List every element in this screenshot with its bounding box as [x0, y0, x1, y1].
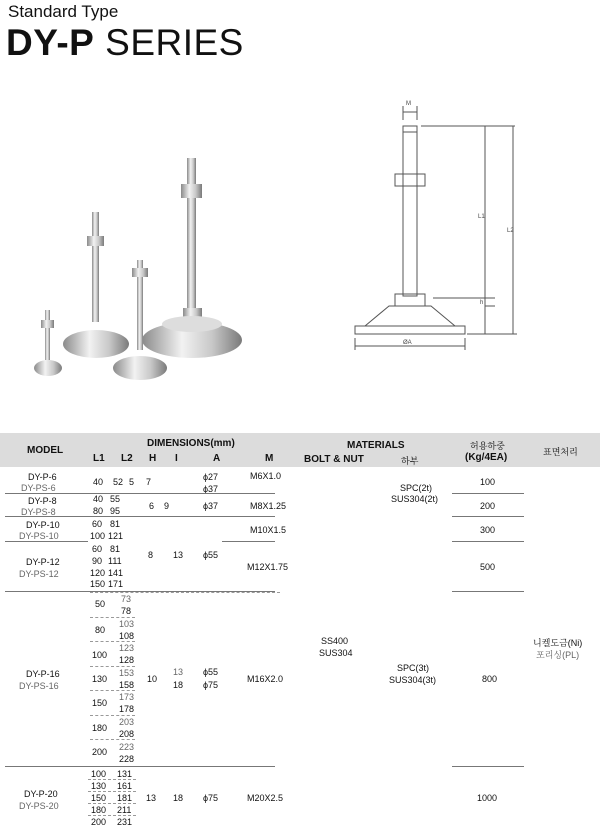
l2-cell: 108	[119, 631, 135, 641]
header-i: I	[175, 453, 178, 464]
model-dy-ps-20: DY-PS-20	[19, 801, 59, 811]
page-title: DY-P SERIES	[6, 22, 244, 63]
row-divider	[452, 591, 524, 592]
load-cell: 500	[480, 562, 496, 572]
l2-cell: 128	[119, 655, 135, 665]
row-divider	[452, 541, 524, 542]
model-dy-ps-10: DY-PS-10	[19, 531, 59, 541]
i-cell: 9	[164, 501, 170, 511]
l1-cell: 120	[90, 568, 106, 578]
row-divider	[452, 766, 524, 767]
model-dy-p-20: DY-P-20	[24, 789, 58, 799]
drawing-label-h: h	[480, 300, 484, 306]
material-lower: SUS304(2t)	[391, 494, 439, 504]
l2-cell: 103	[119, 619, 135, 629]
l1-cell: 150	[91, 793, 107, 803]
l1-cell: 40	[93, 477, 104, 487]
l1-cell: 50	[95, 599, 106, 609]
m-cell: M16X2.0	[247, 674, 284, 684]
header-dimensions: DIMENSIONS(mm)	[147, 438, 235, 449]
a-cell: ϕ55	[203, 667, 219, 677]
load-cell: 100	[480, 477, 496, 487]
l1-cell: 180	[91, 805, 107, 815]
model-dy-ps-16: DY-PS-16	[19, 681, 59, 691]
l1-cell: 200	[92, 747, 108, 757]
model-dy-p-12: DY-P-12	[26, 557, 60, 567]
l1-cell: 130	[91, 781, 107, 791]
l2-cell: 203	[119, 717, 135, 727]
header-bolt-nut: BOLT & NUT	[304, 454, 364, 465]
drawing-label-a: ØA	[403, 340, 412, 346]
l2-cell: 228	[119, 754, 135, 764]
m-cell: M20X2.5	[247, 793, 284, 803]
l2-cell: 73	[121, 594, 132, 604]
material-lower: SUS304(3t)	[389, 675, 437, 685]
l2-cell: 208	[119, 729, 135, 739]
l2-cell: 111	[108, 556, 122, 566]
row-divider	[90, 617, 135, 618]
i-cell: 7	[146, 477, 152, 487]
header-h: H	[149, 453, 157, 464]
model-dy-p-8: DY-P-8	[28, 496, 57, 506]
l2-cell: 131	[117, 769, 133, 779]
l2-cell: 81	[110, 519, 121, 529]
i-cell: 18	[173, 793, 184, 803]
header-m: M	[265, 453, 274, 464]
l2-cell: 231	[117, 817, 133, 827]
row-divider	[88, 791, 136, 792]
i-cell: 13	[173, 667, 184, 677]
header-model: MODEL	[27, 445, 64, 456]
l2-cell: 121	[108, 531, 124, 541]
l2-cell: 171	[108, 579, 124, 589]
header-l1: L1	[93, 453, 105, 464]
l2-cell: 158	[119, 680, 135, 690]
h-cell: 8	[148, 550, 154, 560]
technical-drawing	[345, 98, 535, 358]
product-photo	[30, 150, 270, 390]
row-divider	[5, 766, 275, 767]
row-divider	[222, 541, 275, 542]
load-cell: 800	[482, 674, 498, 684]
row-divider	[90, 739, 135, 740]
l1-cell: 150	[90, 579, 106, 589]
drawing-label-m: M	[406, 101, 411, 107]
l1-cell: 180	[92, 723, 108, 733]
l2-cell: 78	[121, 606, 132, 616]
row-divider	[5, 541, 88, 542]
l2-cell: 141	[108, 568, 124, 578]
h-cell: 13	[146, 793, 157, 803]
m-cell: M6X1.0	[250, 471, 282, 481]
material-lower: SPC(3t)	[397, 663, 430, 673]
header-load-top: 허용하중	[470, 441, 505, 451]
row-divider	[88, 815, 136, 816]
model-dy-p-6: DY-P-6	[28, 472, 57, 482]
h-cell: 5	[129, 477, 135, 487]
surface-treatment: 니켈도금(Ni)	[533, 638, 583, 648]
i-cell: 18	[173, 680, 184, 690]
row-divider	[90, 690, 135, 691]
row-divider	[5, 493, 275, 494]
surface-treatment: 포리싱(PL)	[536, 650, 580, 660]
l1-cell: 150	[92, 698, 108, 708]
m-cell: M8X1.25	[250, 501, 287, 511]
l1-cell: 40	[93, 494, 104, 504]
a-cell: ϕ37	[203, 484, 219, 494]
model-dy-ps-8: DY-PS-8	[21, 507, 56, 517]
row-divider	[90, 715, 135, 716]
load-cell: 300	[480, 525, 496, 535]
l1-cell: 80	[93, 506, 104, 516]
h-cell: 10	[147, 674, 158, 684]
header-lower: 하부	[401, 456, 419, 466]
l1-cell: 60	[92, 544, 103, 554]
l2-cell: 153	[119, 668, 135, 678]
row-divider	[452, 516, 524, 517]
a-cell: ϕ27	[203, 472, 219, 482]
subtitle: Standard Type	[8, 2, 119, 21]
l2-cell: 223	[119, 742, 135, 752]
i-cell: 13	[173, 550, 184, 560]
m-cell: M10X1.5	[250, 525, 287, 535]
l2-cell: 178	[119, 704, 135, 714]
bolt-nut-material: SS400	[321, 636, 349, 646]
drawing-label-l1: L1	[478, 214, 485, 220]
h-cell: 6	[149, 501, 155, 511]
l1-cell: 100	[90, 531, 106, 541]
material-lower: SPC(2t)	[400, 483, 433, 493]
row-divider	[90, 641, 135, 642]
a-cell: ϕ75	[203, 793, 219, 803]
header-materials: MATERIALS	[347, 440, 405, 451]
model-dy-ps-12: DY-PS-12	[19, 569, 59, 579]
row-divider	[90, 592, 280, 593]
model-dy-p-10: DY-P-10	[26, 520, 60, 530]
model-dy-p-16: DY-P-16	[26, 669, 60, 679]
l2-cell: 173	[119, 692, 135, 702]
l2-cell: 52	[113, 477, 124, 487]
l2-cell: 95	[110, 506, 121, 516]
l1-cell: 90	[92, 556, 103, 566]
l2-cell: 81	[110, 544, 121, 554]
l1-cell: 130	[92, 674, 108, 684]
drawing-label-l2: L2	[507, 228, 514, 234]
row-divider	[5, 516, 275, 517]
l1-cell: 80	[95, 625, 106, 635]
l1-cell: 100	[92, 650, 108, 660]
l1-cell: 60	[92, 519, 103, 529]
l2-cell: 55	[110, 494, 121, 504]
l1-cell: 200	[91, 817, 107, 827]
l1-cell: 100	[91, 769, 107, 779]
bolt-nut-material: SUS304	[319, 648, 353, 658]
a-cell: ϕ75	[203, 680, 219, 690]
row-divider	[88, 779, 136, 780]
load-cell: 200	[480, 501, 496, 511]
header-surface: 표면처리	[543, 447, 578, 457]
table-header	[0, 433, 600, 467]
header-l2: L2	[121, 453, 133, 464]
l2-cell: 161	[117, 781, 133, 791]
row-divider	[90, 666, 135, 667]
row-divider	[88, 803, 136, 804]
m-cell: M12X1.75	[247, 562, 289, 572]
header-load-bottom: (Kg/4EA)	[465, 452, 508, 463]
l2-cell: 181	[117, 793, 133, 803]
l2-cell: 211	[117, 805, 132, 815]
l2-cell: 123	[119, 643, 135, 653]
a-cell: ϕ37	[203, 501, 219, 511]
model-dy-ps-6: DY-PS-6	[21, 483, 56, 493]
load-cell: 1000	[477, 793, 498, 803]
header-a: A	[213, 453, 221, 464]
row-divider	[452, 493, 524, 494]
a-cell: ϕ55	[203, 550, 219, 560]
